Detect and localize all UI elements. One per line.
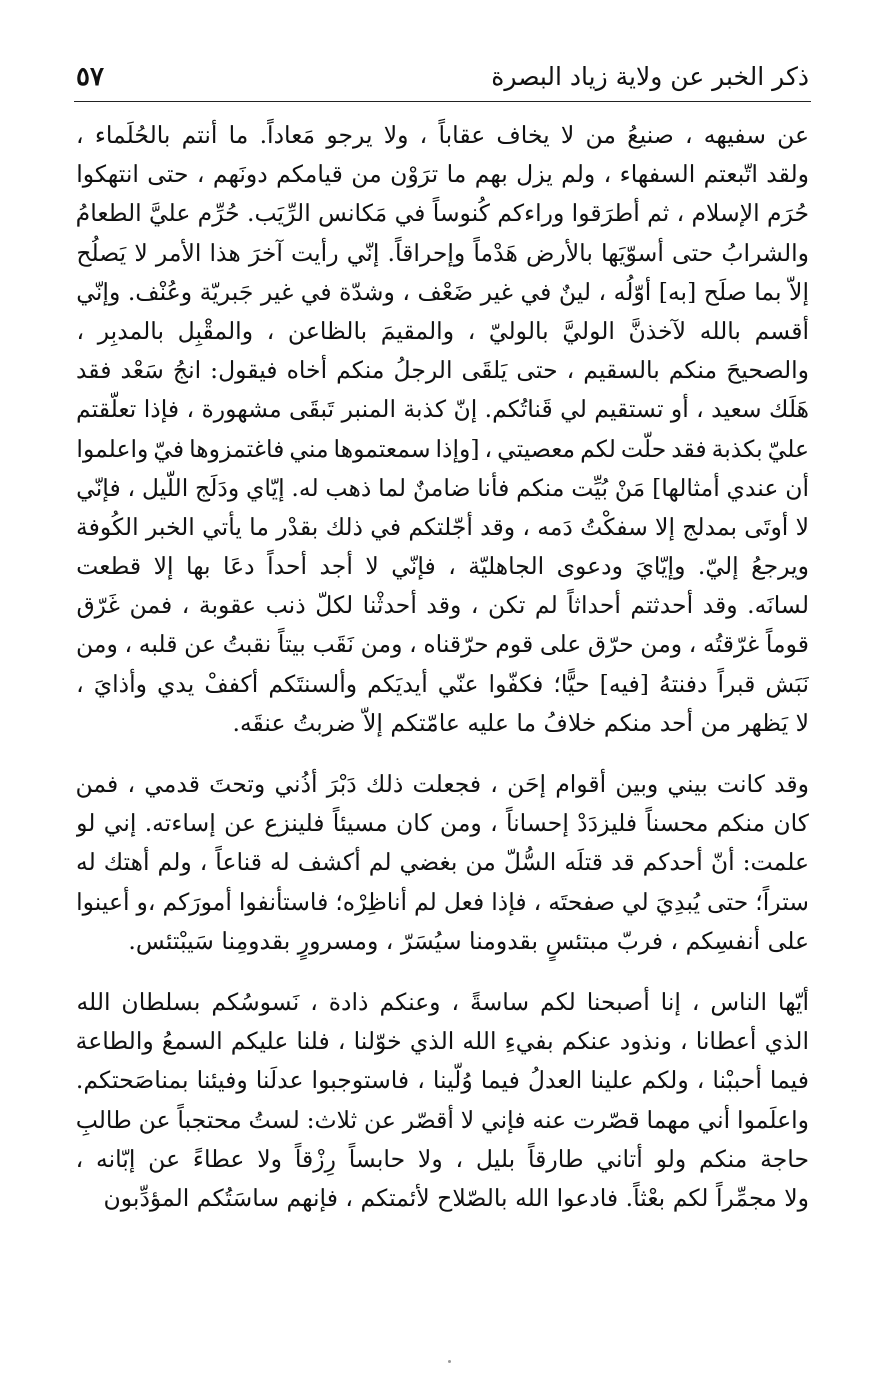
paragraph-2 <box>76 765 809 961</box>
text-line: وقد كانت بيني وبين أقوام إحَن ، فجعلت ذلك دَبْرَ أذُني وتحتَ قدمي ، فمن <box>76 770 809 798</box>
text-line: عليّ بكذبة فقد حلّت لكم معصيتي ، [وإذا سمعتموها مني فاغتمزوها فيّ واعلموا <box>76 434 809 463</box>
text-line: ويرجعُ إليّ. وإيّايَ ودعوى الجاهليّة ، فإنّي لا أجد أحداً دعَا بها إلا قطعت <box>76 552 809 581</box>
paragraph-gap <box>76 743 809 765</box>
text-line: لا يَظهر من أحد منكم خلافُ ما عليه عامّتكم إلاّ ضربتُ عنقَه. <box>232 708 809 737</box>
text-line: أن عندي أمثالها] مَنْ بُيِّت منكم فأنا ضامنٌ لما ذهب له. إيّاي ودَلَج اللّيل ، فإنّي <box>76 473 809 502</box>
text-line: ستراً؛ حتى يُبدِيَ لي صفحتَه ، فإذا فعل لم أناظِرْه؛ فاستأنفوا أمورَكم ،و أعينوا <box>76 887 809 916</box>
text-line: كان منكم محسناً فليزدَدْ إحساناً ، ومن كان مسيئاً فلينزع عن إساءته. إني لو <box>76 809 809 838</box>
text-line: علمت: أنّ أحدكم قد قتلَه السُّلّ من بغضي لم أكشف له قناعاً ، ولم أهتك له <box>76 848 809 877</box>
text-line: لسانَه. وقد أحدثتم أحداثاً لم تكن ، وقد أحدثْنا لكلّ ذنب عقوبة ، فمن غَرّق <box>76 591 809 620</box>
text-line: فيما أحببْنا ، ولكم علينا العدلُ فيما وُلّينا ، فاستوجبوا عدلَنا وفيئنا بمناصَحتكم. <box>76 1066 809 1095</box>
text-line: هَلَك سعيد ، أو تستقيم لي قَناتُكم. إنّ كذبة المنبر تَبقَى مشهورة ، فإذا تعلّقتم <box>76 395 809 424</box>
text-line: نَبَش قبراً دفنتهُ [فيه] حيًّا؛ فكفّوا عنّي أيديَكم وألسنتَكم أكففْ يدي وأذايَ ، <box>76 669 809 698</box>
paragraph-gap <box>76 961 809 983</box>
text-line: على أنفسِكم ، فربّ مبتئسٍ بقدومنا سيُسَرّ ، ومسرورٍ بقدومِنا سَيبْتئس. <box>128 926 809 955</box>
text-line: والصحيحَ منكم بالسقيم ، حتى يَلقَى الرجلُ منكم أخاه فيقول: انجُ سَعْد فقد <box>76 356 809 385</box>
page-number: ٥٧ <box>76 62 104 92</box>
text-line: لا أوتَى بمدلج إلا سفكْتُ دَمه ، وقد أجّلتكم في ذلك بقدْر ما يأتي الخبر الكُوفة <box>76 512 809 541</box>
text-line: حاجة منكم ولو أتاني طارقاً بليل ، ولا حابساً رِزْقاً ولا عطاءً عن إبّانه ، <box>76 1144 809 1173</box>
text-line: إلاّ بما صلَح [به] أوّلُه ، لينٌ في غير ضَعْف ، وشدّة في غير جَبريّة وعُنْف. وإنّي <box>76 277 809 306</box>
text-line: ولقد اتّبعتم السفهاء ، ولم يزل بهم ما ترَوْن من قيامكم دونَهم ، حتى انتهكوا <box>76 160 809 189</box>
text-line: حُرَم الإسلام ، ثم أطرَقوا وراءكم كُنوساً في مَكانس الرِّيَب. حُرِّم عليَّ الطعامُ <box>76 199 809 228</box>
paragraph-3 <box>76 983 809 1218</box>
paragraph-1 <box>76 116 809 743</box>
body-text <box>76 116 809 1218</box>
text-line: ولا مجمِّراً لكم بعْثاً. فادعوا الله بالصّلاح لأئمتكم ، فإنهم ساسَتُكم المؤدِّبون <box>103 1183 809 1212</box>
text-line: أقسم بالله لآخذنَّ الوليَّ بالوليّ ، والمقيمَ بالظاعن ، والمقْبِل بالمدبِر ، <box>76 316 809 345</box>
text-line: والشرابُ حتى أسوّيَها بالأرض هَدْماً وإحراقاً. إنّي رأيت آخرَ هذا الأمر لا يَصلُح <box>76 238 809 267</box>
header-rule <box>74 101 811 102</box>
text-line: الذي أعطانا ، ونذود عنكم بفيءِ الله الذي خوّلنا ، فلنا عليكم السمعُ والطاعة <box>76 1027 809 1056</box>
page-speck <box>448 1360 451 1363</box>
text-line: واعلَموا أني مهما قصّرت عنه فإني لا أقصّر عن ثلاث: لستُ محتجباً عن طالبِ <box>76 1105 809 1134</box>
running-header <box>76 58 809 98</box>
text-line: قوماً غرّقتُه ، ومن حرّق على قوم حرّقناه ، ومن نَقَب بيتاً نقبتُ عن قلبه ، ومن <box>76 630 809 659</box>
header-title: ذكر الخبر عن ولاية زياد البصرة <box>491 62 809 91</box>
text-line: أيّها الناس ، إنا أصبحنا لكم ساسةً ، وعنكم ذادة ، نَسوسُكم بسلطان الله <box>76 987 809 1016</box>
text-line: عن سفيهه ، صنيعُ من لا يخاف عقاباً ، ولا يرجو مَعاداً. ما أنتم بالحُلَماء ، <box>76 121 809 149</box>
